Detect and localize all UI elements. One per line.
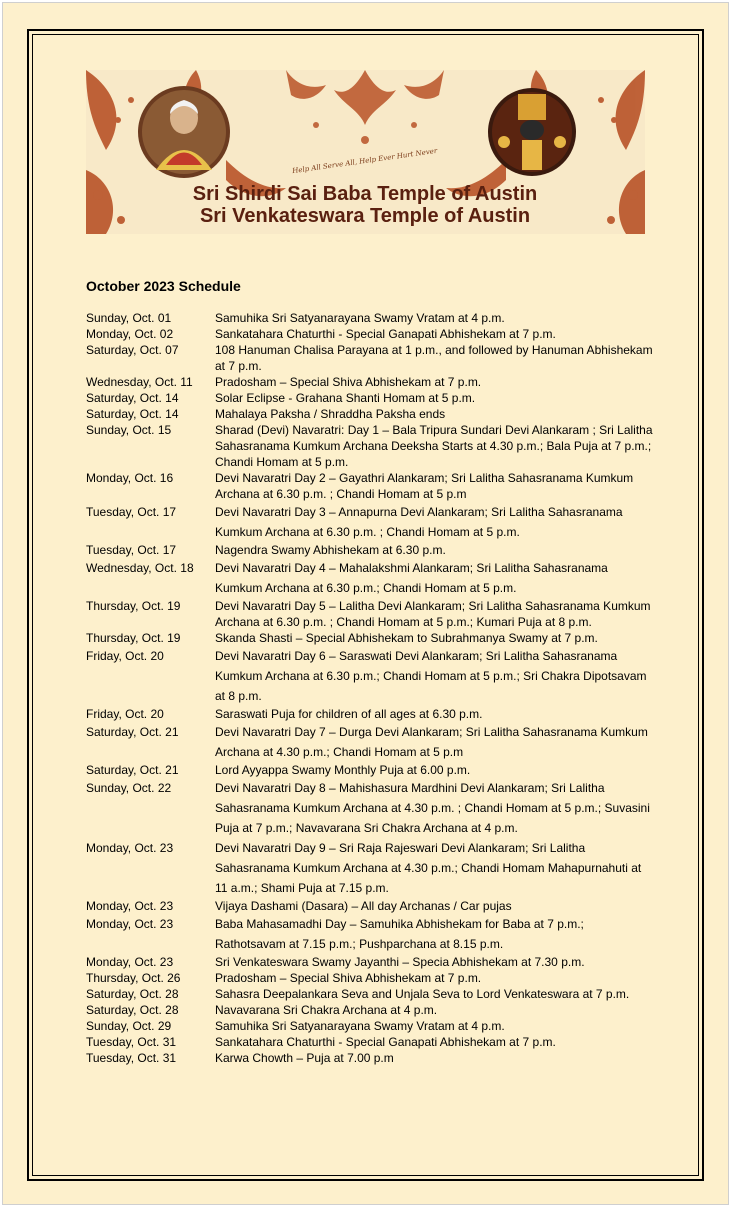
schedule-row [86,390,656,406]
schedule-row [86,722,656,762]
schedule-event: Devi Navaratri Day 2 – Gayathri Alankaram; Sri Lalitha Sahasranama Kumkum Archana at 6.30 p.m. ; Chandi Homam at 5 p.m [215,471,634,501]
schedule-date: Monday, Oct. 02 [86,327,174,341]
schedule-date: Saturday, Oct. 21 [86,725,179,739]
schedule-row [86,970,656,986]
schedule-date: Tuesday, Oct. 17 [86,505,177,519]
schedule-row [86,954,656,970]
schedule-date: Wednesday, Oct. 18 [86,561,194,575]
schedule-event: Sharad (Devi) Navaratri: Day 1 – Bala Tripura Sundari Devi Alankaram ; Sri Lalitha Sahasranama Kumkum Archana Deeksha Starts at 4.30 p.m.; Bala Puja at 7 p.m.; Chandi Homam at 5 p.m. [215,423,653,469]
schedule-date: Saturday, Oct. 14 [86,391,179,405]
schedule-row [86,1002,656,1018]
schedule-date: Friday, Oct. 20 [86,649,164,663]
temple-banner [86,70,645,234]
schedule-event: Nagendra Swamy Abhishekam at 6.30 p.m. [215,543,446,557]
schedule-date: Monday, Oct. 23 [86,841,174,855]
schedule-heading: October 2023 Schedule [86,278,241,294]
schedule-event: Skanda Shasti – Special Abhishekam to Subrahmanya Swamy at 7 p.m. [215,631,598,645]
schedule-date: Wednesday, Oct. 11 [86,375,193,389]
schedule-date: Tuesday, Oct. 31 [86,1035,177,1049]
schedule-event: Devi Navaratri Day 9 – Sri Raja Rajeswari Devi Alankaram; Sri Lalitha Sahasranama Kumkum Archana at 4.30 p.m.; Chandi Homam Mahapurnahuti at 11 a.m.; Shami Puja at 7.15 p.m. [215,841,642,895]
schedule-event: Sankatahara Chaturthi - Special Ganapati Abhishekam at 7 p.m. [215,327,556,341]
schedule-date: Monday, Oct. 23 [86,899,174,913]
schedule-event: Samuhika Sri Satyanarayana Swamy Vratam at 4 p.m. [215,311,505,325]
schedule-event: Pradosham – Special Shiva Abhishekam at 7 p.m. [215,375,482,389]
schedule-event: Lord Ayyappa Swamy Monthly Puja at 6.00 p.m. [215,763,471,777]
schedule-date: Thursday, Oct. 19 [86,631,181,645]
schedule-row [86,406,656,422]
schedule-list [86,310,656,1066]
schedule-row [86,1034,656,1050]
schedule-event: Solar Eclipse - Grahana Shanti Homam at 5 p.m. [215,391,476,405]
schedule-row [86,914,656,954]
schedule-event: Devi Navaratri Day 8 – Mahishasura Mardhini Devi Alankaram; Sri Lalitha Sahasranama Kumkum Archana at 4.30 p.m. ; Chandi Homam at 5 p.m.; Suvasini Puja at 7 p.m.; Navavarana Sri Chakra Archana at 4 p.m. [215,781,650,835]
schedule-row [86,630,656,646]
schedule-row [86,598,656,630]
schedule-event: Sahasra Deepalankara Seva and Unjala Seva to Lord Venkateswara at 7 p.m. [215,987,630,1001]
schedule-row [86,342,656,374]
schedule-row [86,706,656,722]
banner-motto: Help All Serve All, Help Ever Hurt Never [291,146,438,176]
schedule-event: Devi Navaratri Day 6 – Saraswati Devi Alankaram; Sri Lalitha Sahasranama Kumkum Archana at 6.30 p.m.; Chandi Homam at 5 p.m.; Sri Chakra Dipotsavam at 8 p.m. [215,649,647,703]
schedule-event: Saraswati Puja for children of all ages at 6.30 p.m. [215,707,483,721]
schedule-row [86,762,656,778]
sai-baba-image [138,86,230,178]
schedule-row [86,502,656,542]
schedule-row [86,778,656,838]
schedule-event: Devi Navaratri Day 5 – Lalitha Devi Alankaram; Sri Lalitha Sahasranama Kumkum Archana at 6.30 p.m. ; Chandi Homam at 5 p.m.; Kumari Puja at 8 p.m. [215,599,651,629]
schedule-event: Vijaya Dashami (Dasara) – All day Archanas / Car pujas [215,899,512,913]
schedule-date: Sunday, Oct. 29 [86,1019,172,1033]
schedule-event: Sankatahara Chaturthi - Special Ganapati Abhishekam at 7 p.m. [215,1035,556,1049]
schedule-date: Saturday, Oct. 28 [86,1003,179,1017]
schedule-date: Saturday, Oct. 14 [86,407,179,421]
schedule-event: Devi Navaratri Day 3 – Annapurna Devi Alankaram; Sri Lalitha Sahasranama Kumkum Archana at 6.30 p.m. ; Chandi Homam at 5 p.m. [215,505,623,539]
schedule-event: Sri Venkateswara Swamy Jayanthi – Specia Abhishekam at 7.30 p.m. [215,955,585,969]
schedule-date: Friday, Oct. 20 [86,707,164,721]
schedule-event: Devi Navaratri Day 7 – Durga Devi Alankaram; Sri Lalitha Sahasranama Kumkum Archana at 4.30 p.m.; Chandi Homam at 5 p.m [215,725,648,759]
schedule-event: Samuhika Sri Satyanarayana Swamy Vratam at 4 p.m. [215,1019,505,1033]
schedule-event: 108 Hanuman Chalisa Parayana at 1 p.m., and followed by Hanuman Abhishekam at 7 p.m. [215,343,653,373]
schedule-date: Sunday, Oct. 15 [86,423,172,437]
schedule-row [86,1018,656,1034]
schedule-row [86,986,656,1002]
schedule-row [86,422,656,470]
schedule-date: Monday, Oct. 23 [86,917,174,931]
schedule-event: Navavarana Sri Chakra Archana at 4 p.m. [215,1003,438,1017]
schedule-date: Monday, Oct. 23 [86,955,174,969]
schedule-date: Tuesday, Oct. 31 [86,1051,177,1065]
schedule-row [86,542,656,558]
schedule-date: Sunday, Oct. 01 [86,311,172,325]
schedule-row [86,470,656,502]
schedule-date: Sunday, Oct. 22 [86,781,172,795]
schedule-row [86,646,656,706]
schedule-event: Pradosham – Special Shiva Abhishekam at 7 p.m. [215,971,482,985]
schedule-row [86,310,656,326]
schedule-date: Tuesday, Oct. 17 [86,543,177,557]
banner-title-shirdi: Sri Shirdi Sai Baba Temple of Austin [192,183,538,205]
schedule-row [86,898,656,914]
schedule-event: Mahalaya Paksha / Shraddha Paksha ends [215,407,446,421]
schedule-date: Saturday, Oct. 21 [86,763,179,777]
schedule-event: Devi Navaratri Day 4 – Mahalakshmi Alankaram; Sri Lalitha Sahasranama Kumkum Archana at 6.30 p.m.; Chandi Homam at 5 p.m. [215,561,608,595]
schedule-row [86,1050,656,1066]
schedule-date: Thursday, Oct. 19 [86,599,181,613]
schedule-date: Monday, Oct. 16 [86,471,174,485]
schedule-row [86,838,656,898]
schedule-row [86,558,656,598]
schedule-event: Baba Mahasamadhi Day – Samuhika Abhishekam for Baba at 7 p.m.; Rathotsavam at 7.15 p.m.; Pushparchana at 8.15 p.m. [215,917,584,951]
schedule-date: Saturday, Oct. 28 [86,987,179,1001]
venkateswara-image [488,88,576,176]
schedule-event: Karwa Chowth – Puja at 7.00 p.m [215,1051,394,1065]
schedule-date: Thursday, Oct. 26 [86,971,181,985]
schedule-date: Saturday, Oct. 07 [86,343,179,357]
schedule-row [86,326,656,342]
schedule-row [86,374,656,390]
banner-title-venkateswara: Sri Venkateswara Temple of Austin [199,205,531,227]
